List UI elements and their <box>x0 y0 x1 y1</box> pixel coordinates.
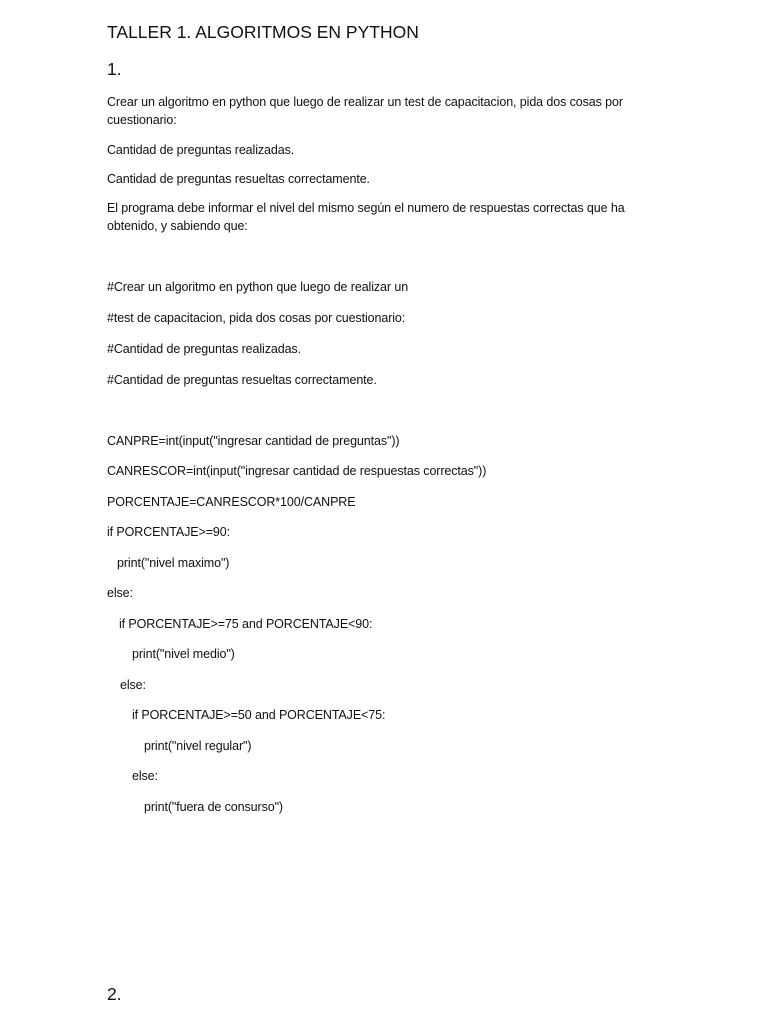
code-line: else: <box>107 586 133 600</box>
code-comment-line: #Cantidad de preguntas resueltas correctamente. <box>107 373 377 387</box>
code-line: print("nivel regular") <box>144 739 252 753</box>
code-line: PORCENTAJE=CANRESCOR*100/CANPRE <box>107 495 356 509</box>
code-line: if PORCENTAJE>=50 and PORCENTAJE<75: <box>132 708 386 722</box>
code-line: print("nivel medio") <box>132 647 235 661</box>
statement-line: obtenido, y sabiendo que: <box>107 219 248 233</box>
code-comment-line: #test de capacitacion, pida dos cosas por cuestionario: <box>107 311 406 325</box>
statement-line: Cantidad de preguntas resueltas correctamente. <box>107 172 370 186</box>
code-line: CANPRE=int(input("ingresar cantidad de preguntas")) <box>107 434 400 448</box>
code-line: print("fuera de consurso") <box>144 800 283 814</box>
statement-line: Cantidad de preguntas realizadas. <box>107 143 295 157</box>
statement-line: El programa debe informar el nivel del mismo según el numero de respuestas correctas que ha <box>107 201 625 215</box>
code-line: if PORCENTAJE>=90: <box>107 525 231 539</box>
section-number-1: 1. <box>107 59 122 79</box>
statement-line: Crear un algoritmo en python que luego de realizar un test de capacitacion, pida dos cosas por <box>107 95 623 109</box>
section-number-2: 2. <box>107 984 122 1004</box>
code-line: CANRESCOR=int(input("ingresar cantidad de respuestas correctas")) <box>107 464 487 478</box>
code-comment-line: #Cantidad de preguntas realizadas. <box>107 342 301 356</box>
code-line: if PORCENTAJE>=75 and PORCENTAJE<90: <box>119 617 373 631</box>
code-comment-line: #Crear un algoritmo en python que luego de realizar un <box>107 280 409 294</box>
document-title: TALLER 1. ALGORITMOS EN PYTHON <box>107 22 419 42</box>
code-line: else: <box>132 769 158 783</box>
code-line: else: <box>120 678 146 692</box>
code-line: print("nivel maximo") <box>117 556 230 570</box>
statement-line: cuestionario: <box>107 113 177 127</box>
